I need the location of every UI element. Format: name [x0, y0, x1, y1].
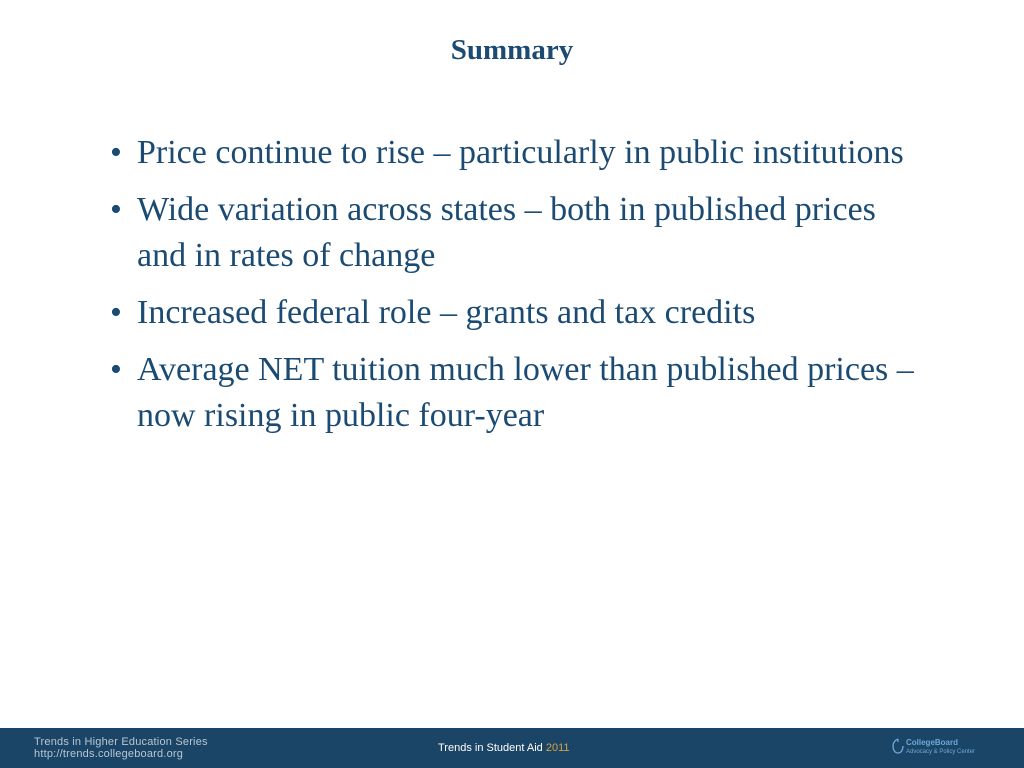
- footer-bar: [0, 728, 1024, 768]
- report-name: Trends in Student Aid: [438, 742, 543, 754]
- series-name: Trends in Higher Education Series: [34, 736, 208, 748]
- bullet-marker: •: [110, 191, 122, 228]
- bullet-text: Increased federal role – grants and tax credits: [137, 294, 756, 331]
- bullet-marker: •: [110, 294, 122, 331]
- bullet-text: Price continue to rise – particularly in public institutions: [137, 134, 904, 171]
- report-year: 2011: [545, 742, 570, 754]
- bullet-text: Wide variation across states – both in published prices and in rates of change: [137, 191, 876, 274]
- bullet-text: Average NET tuition much lower than published prices – now rising in public four-year: [137, 351, 914, 434]
- logo-name: CollegeBoard: [906, 738, 959, 747]
- bullet-list: [110, 130, 930, 450]
- logo-subtitle: Advocacy & Policy Center: [906, 749, 976, 755]
- slide-title: Summary: [450, 34, 574, 66]
- footer-series: [34, 736, 208, 760]
- bullet-marker: •: [110, 351, 122, 388]
- collegeboard-logo: [892, 736, 992, 762]
- bullet-item: [110, 347, 930, 439]
- series-url[interactable]: http://trends.collegeboard.org: [34, 748, 184, 760]
- acorn-icon: [892, 738, 904, 754]
- bullet-marker: •: [110, 134, 122, 171]
- footer-report: [438, 742, 570, 754]
- bullet-item: [110, 130, 930, 176]
- bullet-item: [110, 290, 930, 336]
- bullet-item: [110, 187, 930, 279]
